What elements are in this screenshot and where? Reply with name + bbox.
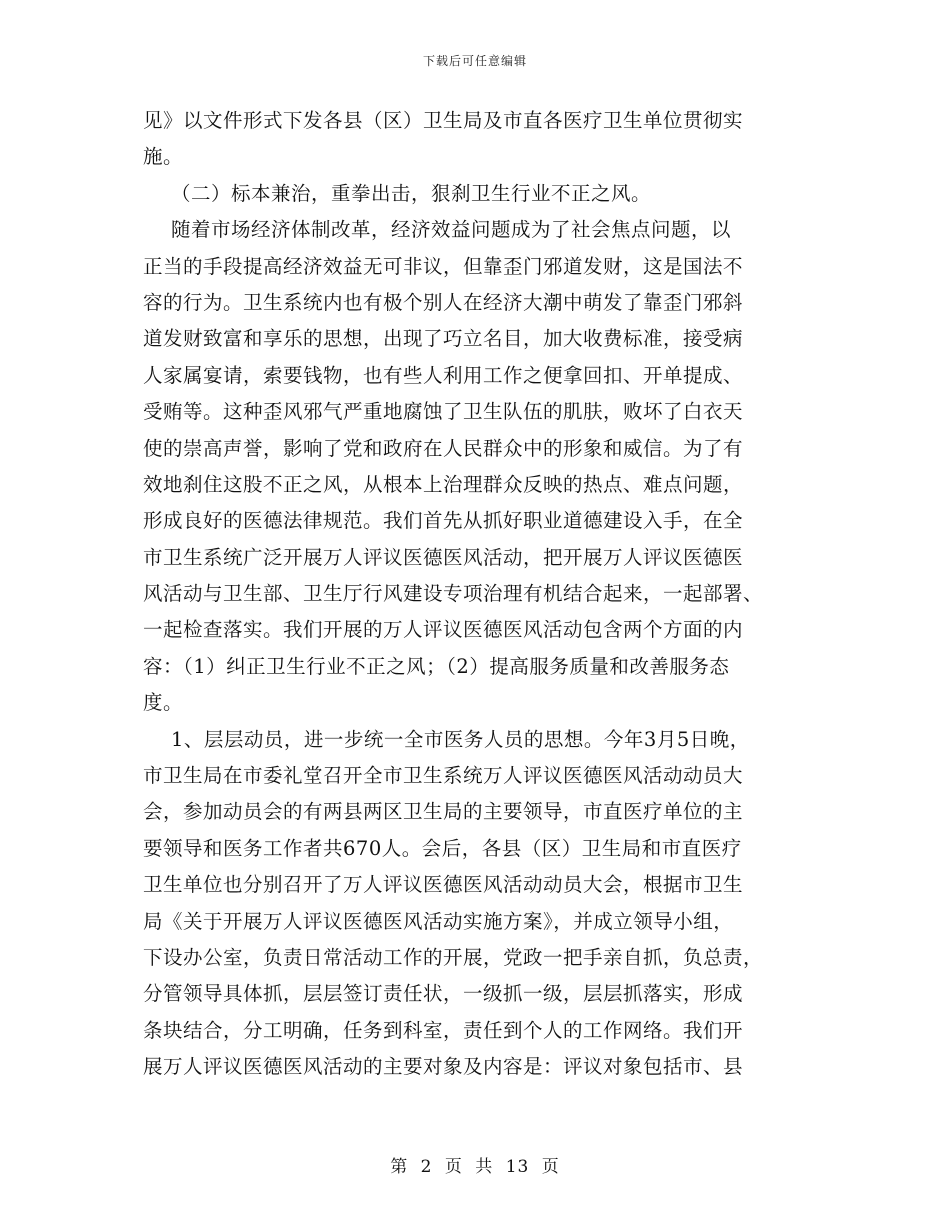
text-line: 展万人评议医德医风活动的主要对象及内容是：评议对象包括市、县	[143, 1055, 744, 1079]
page-header-note: 下载后可任意编辑	[422, 54, 527, 68]
document-body	[143, 103, 813, 1086]
text-line: 市卫生局在市委礼堂召开全市卫生系统万人评议医德医风活动动员大	[143, 764, 744, 788]
text-line: 容：（1）纠正卫生行业不正之风；（2）提高服务质量和改善服务态	[143, 654, 730, 678]
section-heading: （二）标本兼治，重拳出击，狠刹卫生行业不正之风。	[171, 181, 652, 205]
text-line: 受贿等。这种歪风邪气严重地腐蚀了卫生队伍的肌肤，败坏了白衣天	[143, 400, 744, 424]
text-line: 形成良好的医德法律规范。我们首先从抓好职业道德建设入手，在全	[143, 509, 744, 533]
text-line: 随着市场经济体制改革，经济效益问题成为了社会焦点问题，以	[171, 218, 732, 242]
text-line: 卫生单位也分别召开了万人评议医德医风活动动员大会，根据市卫生	[143, 873, 744, 897]
text-line: 施。	[143, 145, 184, 169]
text-line: 见》以文件形式下发各县（区）卫生局及市直各医疗卫生单位贯彻实	[143, 109, 744, 132]
text-line: 使的崇高声誉，影响了党和政府在人民群众中的形象和威信。为了有	[143, 436, 744, 460]
text-line: 人家属宴请，索要钱物，也有些人利用工作之便拿回扣、开单提成、	[143, 363, 744, 387]
text-line: 会，参加动员会的有两县两区卫生局的主要领导，市直医疗单位的主	[143, 800, 744, 824]
text-line: 度。	[143, 691, 184, 715]
page-number-footer: 第 2 页 共 13 页	[390, 1157, 560, 1177]
text-line: 正当的手段提高经济效益无可非议，但靠歪门邪道发财，这是国法不	[143, 254, 744, 278]
text-line: 分管领导具体抓，层层签订责任状，一级抓一级，层层抓落实，形成	[143, 982, 744, 1006]
text-line: 局《关于开展万人评议医德医风活动实施方案》，并成立领导小组，	[143, 909, 734, 933]
text-line: 1、层层动员，进一步统一全市医务人员的思想。今年3月5日晚，	[171, 727, 750, 751]
text-line: 容的行为。卫生系统内也有极个别人在经济大潮中萌发了靠歪门邪斜	[143, 290, 744, 314]
text-line: 条块结合，分工明确，任务到科室，责任到个人的工作网络。我们开	[143, 1018, 744, 1042]
text-line: 风活动与卫生部、卫生厅行风建设专项治理有机结合起来，一起部署、	[143, 582, 764, 606]
text-line: 下设办公室，负责日常活动工作的开展，党政一把手亲自抓，负总责，	[143, 945, 764, 969]
text-line: 一起检查落实。我们开展的万人评议医德医风活动包含两个方面的内	[143, 618, 744, 642]
text-line: 市卫生系统广泛开展万人评议医德医风活动，把开展万人评议医德医	[143, 545, 744, 569]
text-line: 要领导和医务工作者共670人。会后，各县（区）卫生局和市直医疗	[143, 836, 742, 860]
text-line: 效地刹住这股不正之风，从根本上治理群众反映的热点、难点问题，	[143, 472, 744, 496]
text-line: 道发财致富和享乐的思想，出现了巧立名目，加大收费标准，接受病	[143, 327, 744, 351]
